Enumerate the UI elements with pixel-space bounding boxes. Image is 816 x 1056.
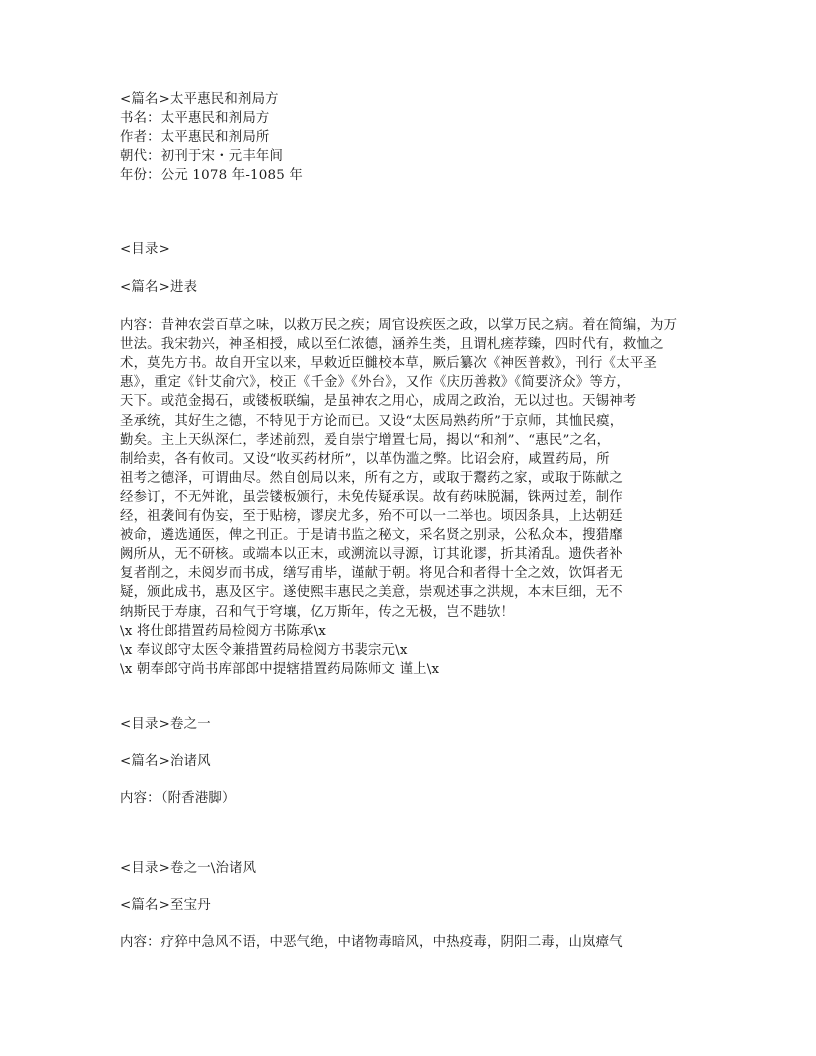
content-line: 内容：昔神农尝百草之味，以救万民之疾；周官设疾医之政，以掌万民之病。着在简编，为万 [120,318,678,333]
content-line: 世法。我宋勃兴，神圣相授，咸以至仁浓德，涵养生类，且谓札瘥荐臻，四时代有，救恤之 [120,337,664,353]
content-line: 纳斯民于寿康，召和气于穹壤，亿万斯年，传之无极，岂不韪欤！ [120,604,515,620]
content-line: 阙所从，无不研核。或端本以正末，或溯流以寻源，订其讹谬，折其淆乱。遗佚者补 [120,547,623,563]
pian-ming-heading: <篇名>太平惠民和剂局方 [120,92,279,107]
pian-ming-jinbiao: <篇名>进表 [120,280,198,295]
content-line: 惠》，重定《针艾俞穴》，校正《千金》《外台》，又作《庆历善救》《简要济众》等方， [120,375,631,391]
content-line: 圣承统，其好生之德，不特见于方论而已。又设“太医局熟药所”于京师，其恤民瘼， [120,413,624,429]
content-line: 被命，遴选通医，俾之刊正。于是请书监之秘文，采名贤之别录，公私众本，搜猎靡 [120,528,623,544]
mulu-juan-1: <目录>卷之一 [120,717,211,732]
content-line: \x 朝奉郎守尚书库部郎中提辖措置药局陈师文 谨上\x [120,661,440,677]
content-line: 勤矣。主上天纵深仁，孝述前烈，爰自崇宁增置七局，揭以“和剂”、“惠民”之名， [120,432,611,448]
author: 作者：太平惠民和剂局所 [120,130,270,145]
content-line: 疑，颁此成书，惠及区宇。遂使熙丰惠民之美意，崇观述事之洪规，本末巨细，无不 [120,585,623,601]
year: 年份：公元 1078 年-1085 年 [120,168,303,183]
dynasty: 朝代：初刊于宋・元丰年间 [120,149,284,164]
mulu-heading: <目录> [120,242,171,257]
zhuzhufeng-content: 内容：（附香港脚） [120,791,236,806]
content-line: 复者削之，未阅岁而书成，缮写甫毕，谨献于朝。将见合和者得十全之效，饮饵者无 [120,566,623,582]
content-line: 经，祖袭间有伪妄，至于贴榜，谬戾尤多，殆不可以一二举也。顷因条具，上达朝廷 [120,509,623,524]
zhibaodan-content: 内容：疗猝中急风不语，中恶气绝，中诸物毒暗风，中热疫毒，阴阳二毒，山岚瘴气 [120,935,623,950]
content-line: 天下。或范金揭石，或镂板联编，是虽神农之用心，成周之政治，无以过也。天锡神考 [120,394,637,410]
content-line: \x 奉议郎守太医令兼措置药局检阅方书裴宗元\x [120,642,408,658]
content-line: 祖考之德泽，可谓曲尽。然自创局以来，所有之方，或取于鬻药之家，或取于陈献之 [120,470,623,486]
mulu-juan-1-zhuzhufeng: <目录>卷之一\治诸风 [120,861,257,876]
book-name: 书名：太平惠民和剂局方 [120,111,270,126]
content-line: \x 将仕郎措置药局检阅方书陈承\x [120,623,327,639]
pian-ming-zhuzhufeng: <篇名>治诸风 [120,754,211,769]
content-line: 经参订，不无舛讹，虽尝镂板颁行，未免传疑承误。故有药味脱漏，铢两过差，制作 [120,489,623,505]
content-line: 制给卖，各有攸司。又设“收买药材所”，以革伪滥之弊。比诏会府，咸置药局，所 [120,451,610,467]
pian-ming-zhibaodan: <篇名>至宝丹 [120,898,211,913]
content-line: 术，莫先方书。故自开宝以来，早敕近臣雠校本草，厥后纂次《神医普救》，刊行《太平圣 [120,356,657,372]
